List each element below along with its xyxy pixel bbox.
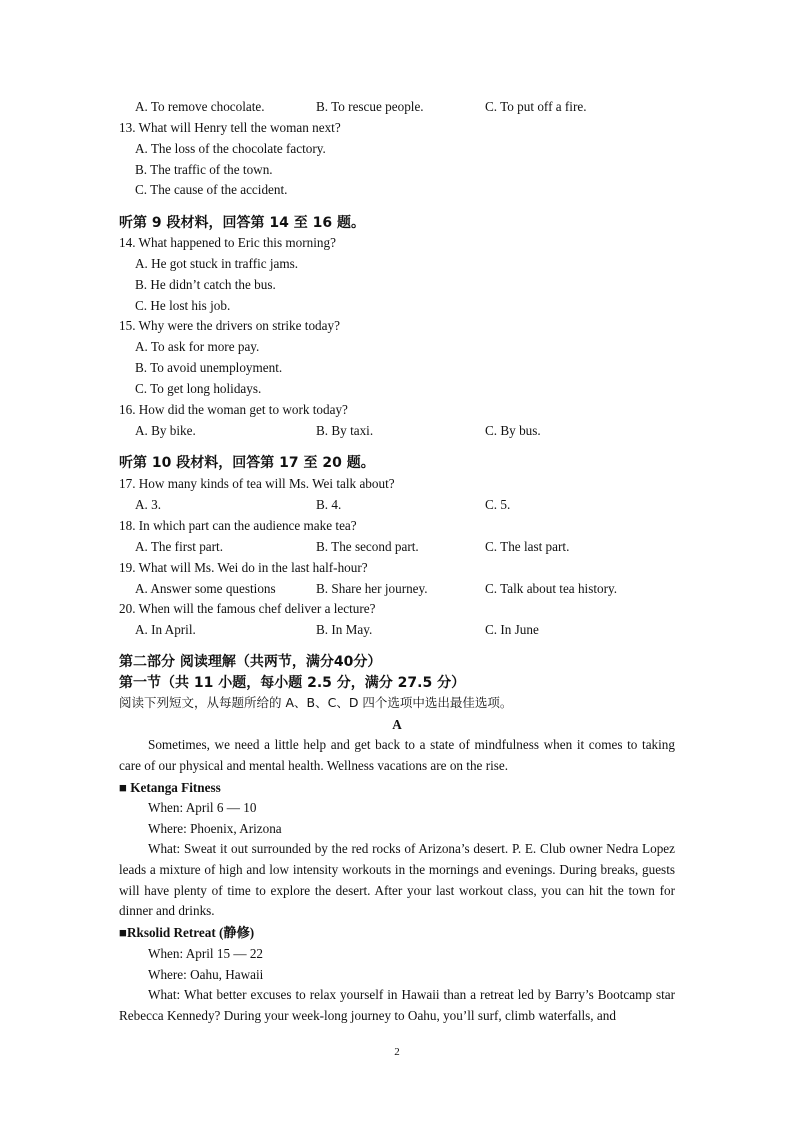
q12-option-b: B. To rescue people. bbox=[316, 99, 424, 114]
ketanga-when: When: April 6 — 10 bbox=[148, 800, 257, 815]
q12-option-a: A. To remove chocolate. bbox=[135, 99, 265, 114]
reading-instructions: 阅读下列短文，从每题所给的 A、B、C、D 四个选项中选出最佳选项。 bbox=[119, 695, 513, 710]
rksolid-what: What: What better excuses to relax yourself in Hawaii than a retreat led by Barry’s Bootcamp star Rebecca Kennedy? During your week-long journey to Oahu, you’ll surf, climb waterfalls, and bbox=[119, 987, 675, 1023]
q19-option-a: A. Answer some questions bbox=[135, 581, 276, 596]
ketanga-what: What: Sweat it out surrounded by the red rocks of Arizona’s desert. P. E. Club owner Nedra Lopez leads a mixture of high and low intensity workouts in the mornings and evenings. During breaks, guests will have plenty of time to explore the desert. After your last workout class, you can hit the town for dinner and drinks. bbox=[119, 841, 675, 919]
q20-option-c: C. In June bbox=[485, 622, 539, 637]
q20-question: 20. When will the famous chef deliver a lecture? bbox=[119, 601, 376, 616]
part2-title: 第二部分 阅读理解（共两节，满分40分） bbox=[119, 654, 382, 670]
q13-option-c: C. The cause of the accident. bbox=[135, 182, 288, 197]
page-number: 2 bbox=[394, 1046, 400, 1058]
q18-option-c: C. The last part. bbox=[485, 539, 570, 554]
rksolid-where: Where: Oahu, Hawaii bbox=[148, 967, 264, 982]
q17-option-a: A. 3. bbox=[135, 497, 162, 512]
q15-option-b: B. To avoid unemployment. bbox=[135, 360, 283, 375]
rksolid-heading: ■Rksolid Retreat (静修) bbox=[119, 925, 255, 940]
ketanga-where: Where: Phoenix, Arizona bbox=[148, 821, 282, 836]
q15-option-c: C. To get long holidays. bbox=[135, 381, 262, 396]
ketanga-heading: ■ Ketanga Fitness bbox=[119, 780, 221, 795]
rksolid-when: When: April 15 — 22 bbox=[148, 946, 264, 961]
q14-question: 14. What happened to Eric this morning? bbox=[119, 235, 336, 250]
q15-option-a: A. To ask for more pay. bbox=[135, 339, 260, 354]
q18-option-a: A. The first part. bbox=[135, 539, 224, 554]
q17-question: 17. How many kinds of tea will Ms. Wei talk about? bbox=[119, 476, 395, 491]
q13-option-a: A. The loss of the chocolate factory. bbox=[135, 141, 326, 156]
q19-option-b: B. Share her journey. bbox=[316, 581, 428, 596]
q14-option-c: C. He lost his job. bbox=[135, 298, 231, 313]
q15-question: 15. Why were the drivers on strike today? bbox=[119, 318, 340, 333]
q19-option-c: C. Talk about tea history. bbox=[485, 581, 618, 596]
q20-option-a: A. In April. bbox=[135, 622, 196, 637]
part2-section1-title: 第一节（共 11 小题，每小题 2.5 分，满分 27.5 分） bbox=[119, 675, 466, 691]
q16-option-a: A. By bike. bbox=[135, 423, 196, 438]
q17-option-b: B. 4. bbox=[316, 497, 342, 512]
section-9-heading: 听第 9 段材料，回答第 14 至 16 题。 bbox=[119, 215, 365, 231]
q14-option-a: A. He got stuck in traffic jams. bbox=[135, 256, 299, 271]
q18-option-b: B. The second part. bbox=[316, 539, 419, 554]
passage-letter: A bbox=[392, 717, 402, 732]
passage-intro: Sometimes, we need a little help and get back to a state of mindfulness when it comes to taking care of our physical and mental health. Wellness vacations are on the rise. bbox=[119, 737, 675, 773]
q16-option-b: B. By taxi. bbox=[316, 423, 374, 438]
q16-question: 16. How did the woman get to work today? bbox=[119, 402, 348, 417]
q19-question: 19. What will Ms. Wei do in the last half-hour? bbox=[119, 560, 368, 575]
q20-option-b: B. In May. bbox=[316, 622, 373, 637]
q13-question: 13. What will Henry tell the woman next? bbox=[119, 120, 341, 135]
q14-option-b: B. He didn’t catch the bus. bbox=[135, 277, 276, 292]
section-10-heading: 听第 10 段材料，回答第 17 至 20 题。 bbox=[119, 455, 375, 471]
q17-option-c: C. 5. bbox=[485, 497, 511, 512]
q12-option-c: C. To put off a fire. bbox=[485, 99, 587, 114]
q13-option-b: B. The traffic of the town. bbox=[135, 162, 273, 177]
q18-question: 18. In which part can the audience make tea? bbox=[119, 518, 357, 533]
q16-option-c: C. By bus. bbox=[485, 423, 541, 438]
